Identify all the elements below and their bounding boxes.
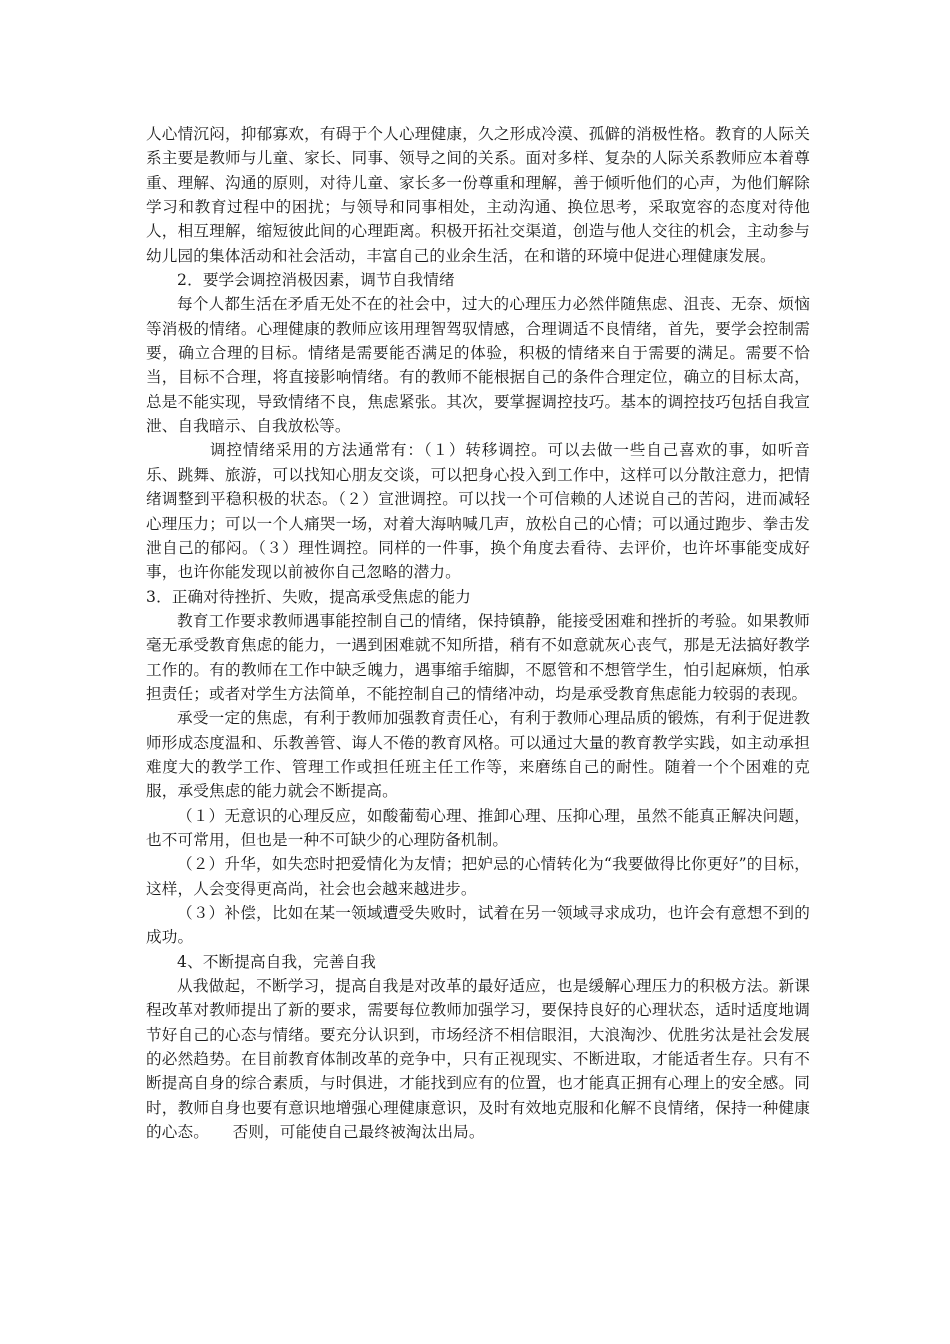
list-item-sublimation: （２）升华，如失恋时把爱情化为友情；把妒忌的心情转化为“我要做得比你更好”的目标，这样，人会变得更高尚，社会也会越来越进步。: [146, 855, 810, 898]
paragraph-emotions: 每个人都生活在矛盾无处不在的社会中，过大的心理压力必然伴随焦虑、沮丧、无奈、烦恼等消极的情绪。心理健康的教师应该用理智驾驭情感，合理调适不良情绪，首先，要学会控制需要，确立合理的目标。情绪是需要能否满足的体验，积极的情绪来自于需要的满足。需要不恰当，目标不合理，将直接影响情绪。有的教师不能根据自己的条件合理定位，确立的目标太高，总是不能实现，导致情绪不良，焦虑紧张。其次，要掌握调控技巧。基本的调控技巧包括自我宣泄、自我暗示、自我放松等。: [146, 295, 810, 436]
heading-section-3: 3．正确对待挫折、失败，提高承受焦虑的能力: [146, 587, 471, 606]
paragraph-relationships: 人心情沉闷，抑郁寡欢，有碍于个人心理健康，久之形成冷漠、孤僻的消极性格。教育的人际关系主要是教师与儿童、家长、同事、领导之间的关系。面对多样、复杂的人际关系教师应本着尊重、理解、沟通的原则，对待儿童、家长多一份尊重和理解，善于倾听他们的心声，为他们解除学习和教育过程中的困扰；与领导和同事相处，主动沟通、换位思考，采取宽容的态度对待他人，相互理解，缩短彼此间的心理距离。积极开拓社交渠道，创造与他人交往的机会，主动参与幼儿园的集体活动和社会活动，丰富自己的业余生活，在和谐的环境中促进心理健康发展。: [146, 125, 810, 265]
paragraph-anxiety-tolerance: 承受一定的焦虑，有利于教师加强教育责任心，有利于教师心理品质的锻炼，有利于促进教师形成态度温和、乐教善管、诲人不倦的教育风格。可以通过大量的教育教学实践，如主动承担难度大的教学工作、管理工作或担任班主任工作等，来磨练自己的耐性。随着一个个困难的克服，承受焦虑的能力就会不断提高。: [146, 709, 810, 801]
document-body: [146, 122, 810, 1144]
heading-section-2: 2．要学会调控消极因素，调节自我情绪: [177, 271, 455, 290]
list-item-compensation: （３）补偿，比如在某一领域遭受失败时，试着在另一领域寻求成功，也许会有意想不到的成功。: [146, 904, 810, 947]
paragraph-self-improvement: 从我做起，不断学习，提高自我是对改革的最好适应，也是缓解心理压力的积极方法。新课程改革对教师提出了新的要求，需要每位教师加强学习，要保持良好的心理状态，适时适度地调节好自己的心态与情绪。要充分认识到，市场经济不相信眼泪，大浪淘沙、优胜劣汰是社会发展的必然趋势。在目前教育体制改革的竞争中，只有正视现实、不断进取，才能适者生存。只有不断提高自身的综合素质，与时俱进，才能找到应有的位置，也才能真正拥有心理上的安全感。同时，教师自身也要有意识地增强心理健康意识，及时有效地克服和化解不良情绪，保持一种健康的心态。 否则，可能使自己最终被淘汰出局。: [146, 977, 810, 1142]
list-item-unconscious-reaction: （１）无意识的心理反应，如酸葡萄心理、推卸心理、压抑心理，虽然不能真正解决问题，也不可常用，但也是一种不可缺少的心理防备机制。: [146, 806, 810, 849]
heading-section-4: 4、不断提高自我，完善自我: [177, 952, 376, 971]
paragraph-composure: 教育工作要求教师遇事能控制自己的情绪，保持镇静，能接受困难和挫折的考验。如果教师毫无承受教育焦虑的能力，一遇到困难就不知所措，稍有不如意就灰心丧气，那是无法搞好教学工作的。有的教师在工作中缺乏魄力，遇事缩手缩脚，不愿管和不想管学生，怕引起麻烦，怕承担责任；或者对学生方法简单，不能控制自己的情绪冲动，均是承受教育焦虑能力较弱的表现。: [146, 611, 810, 703]
paragraph-regulation-methods: 调控情绪采用的方法通常有：（１）转移调控。可以去做一些自己喜欢的事，如听音乐、跳舞、旅游，可以找知心朋友交谈，可以把身心投入到工作中，这样可以分散注意力，把情绪调整到平稳积极的状态。（２）宣泄调控。可以找一个可信赖的人述说自己的苦闷，进而减轻心理压力；可以一个人痛哭一场，对着大海呐喊几声，放松自己的心情；可以通过跑步、拳击发泄自己的郁闷。（３）理性调控。同样的一件事，换个角度去看待、去评价，也许坏事能变成好事，也许你能发现以前被你自己忽略的潜力。: [146, 441, 810, 582]
